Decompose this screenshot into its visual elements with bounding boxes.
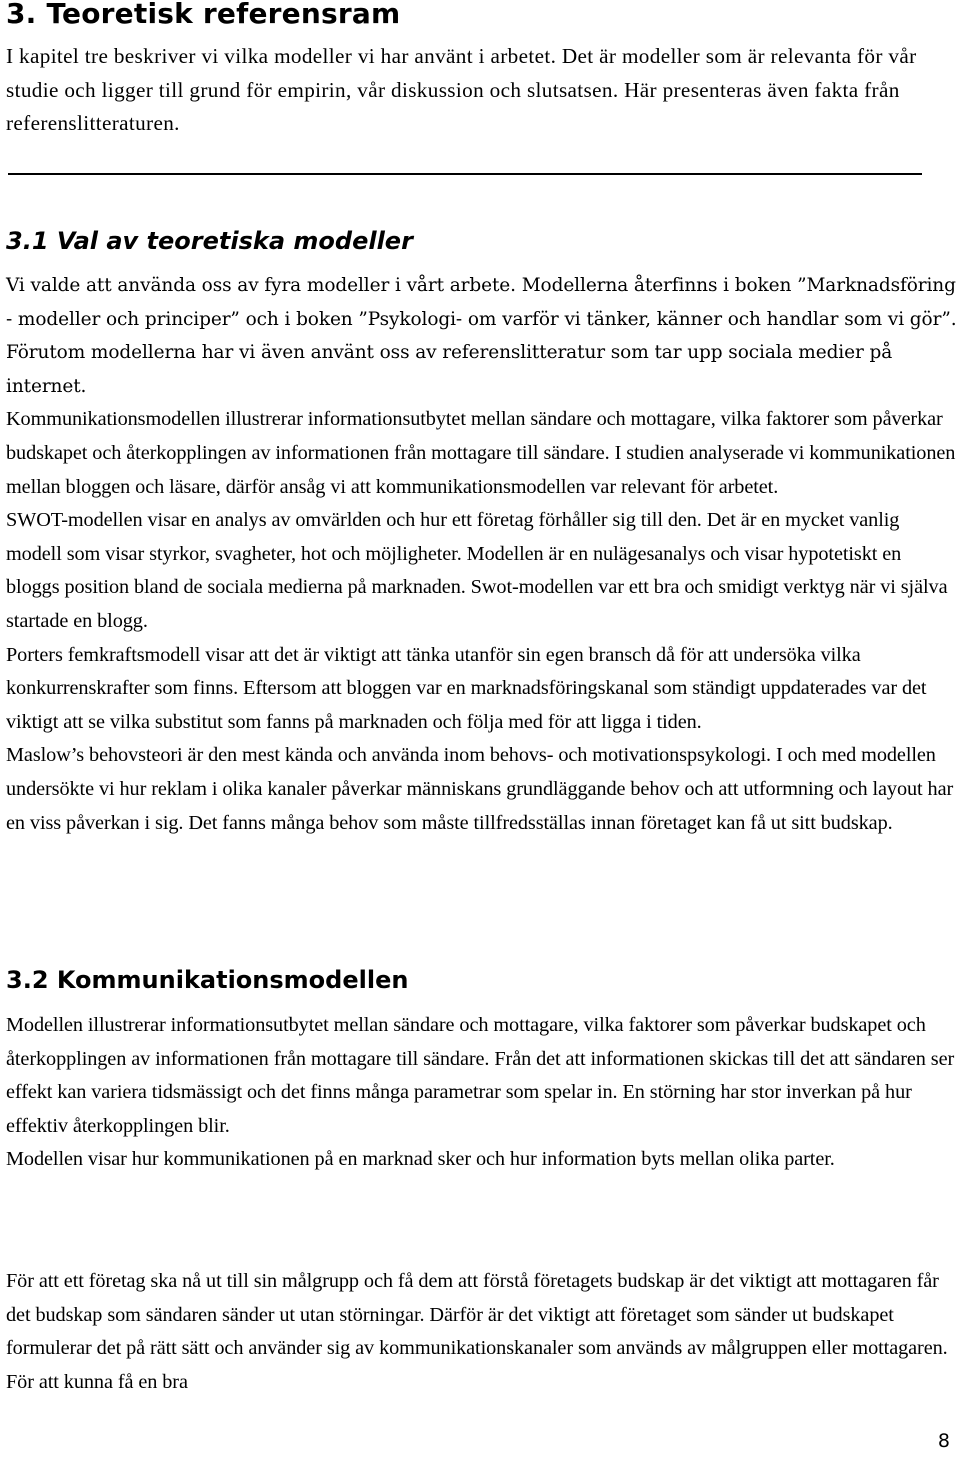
paragraph: Kommunikationsmodellen illustrerar informationsutbytet mellan sändare och mottagare, vilka faktorer som påverkar budskapet och återkopplingen av informationen från mottagare till sändare. I studien analyserade vi kommunikationen mellan bloggen och läsare, därför ansåg vi att kommunikationsmodellen var relevant för arbetet.: [6, 408, 956, 498]
paragraph: Maslow’s behovsteori är den mest kända och använda inom behovs- och motivationspsykologi. I och med modellen undersökte vi hur reklam i olika kanaler påverkar människans grundläggande behov och att utformning och layout har en viss påverkan i sig. Det fanns många behov som måste tillfredsställas innan företaget kan få ut sitt budskap.: [6, 744, 954, 834]
paragraph: SWOT-modellen visar en analys av omvärlden och hur ett företag förhåller sig till den. Det är en mycket vanlig modell som visar styrkor, svagheter, hot och möjligheter. Modellen är en nulägesanalys och visar hypotetiskt en bloggs position bland de sociala medierna på marknaden. Swot-modellen var ett bra och smidigt verktyg när vi själva startade en blogg.: [6, 509, 948, 632]
section-3-2-heading: 3.2 Kommunikationsmodellen: [6, 966, 409, 994]
intro-paragraph: I kapitel tre beskriver vi vilka modeller vi har använt i arbetet. Det är modeller som är relevanta för vår studie och ligger till grund för empirin, vår diskussion och slutsatsen. Här presenteras även fakta från referenslitteraturen.: [6, 44, 917, 135]
section-3-1-heading: 3.1 Val av teoretiska modeller: [6, 227, 413, 255]
paragraph: Modellen visar hur kommunikationen på en marknad sker och hur information byts mellan olika parter.: [6, 1148, 835, 1171]
page-number: 8: [937, 1430, 950, 1452]
section-3-1-body: [6, 269, 958, 840]
paragraph: Modellen illustrerar informationsutbytet mellan sändare och mottagare, vilka faktorer som påverkar budskapet och återkopplingen av informationen från mottagare till sändare. Från det att informationen skickas till det att sändaren ser effekt kan variera tidsmässigt och det finns många parametrar som spelar in. En störning har stor inverkan på hur effektiv återkopplingen blir.: [6, 1014, 955, 1137]
paragraph: För att ett företag ska nå ut till sin målgrupp och få dem att förstå företagets budskap är det viktigt att mottagaren får det budskap som sändaren sänder ut utan störningar. Därför är det viktigt att företaget som sänder ut budskapet formulerar det på rätt sätt och använder sig av kommunikationskanaler som används av målgruppen eller mottagaren. För att kunna få en bra: [6, 1270, 948, 1393]
paragraph: Vi valde att använda oss av fyra modeller i vårt arbete. Modellerna återfinns i boken ”Marknadsföring - modeller och principer” och i boken ”Psykologi- om varför vi tänker, känner och handlar som vi gör”. Förutom modellerna har vi även använt oss av referenslitteratur som tar upp sociala medier på internet.: [6, 275, 957, 397]
section-3-2-body: [6, 1009, 958, 1177]
section-divider: [8, 173, 922, 175]
paragraph: Porters femkraftsmodell visar att det är viktigt att tänka utanför sin egen bransch då för att undersöka vilka konkurrenskrafter som finns. Eftersom att bloggen var en marknadsföringskanal som ständigt uppdaterades var det viktigt att se vilka substitut som fanns på marknaden och följa med för att ligga i tiden.: [6, 643, 927, 733]
chapter-heading: 3. Teoretisk referensram: [6, 0, 401, 30]
section-3-2-body-continued: [6, 1265, 958, 1399]
